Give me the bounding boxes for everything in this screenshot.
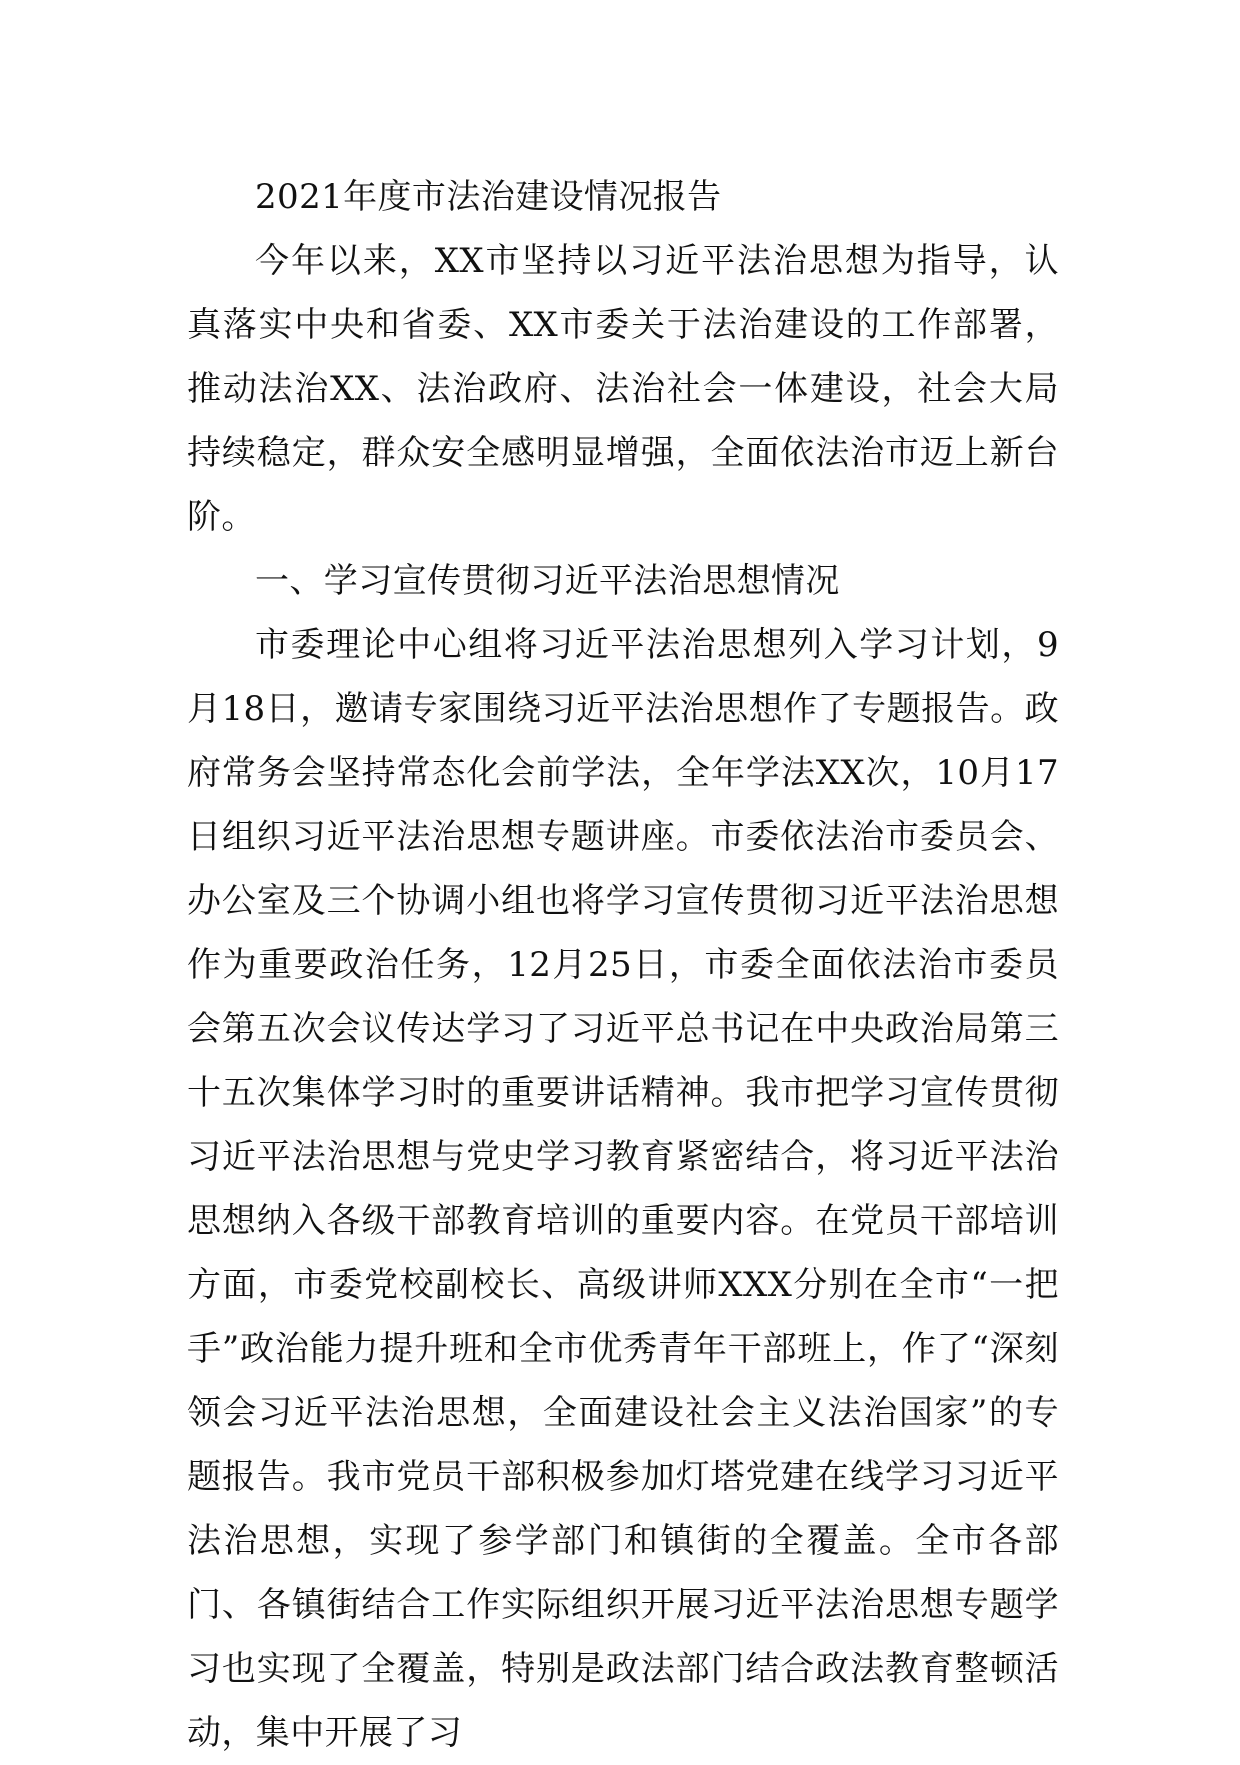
document-body [187,165,1059,1765]
section-heading-1: 一、学习宣传贯彻习近平法治思想情况 [255,561,840,601]
paragraph-intro: 今年以来，XX市坚持以习近平法治思想为指导，认真落实中央和省委、XX市委关于法治建设的工作部署，推动法治XX、法治政府、法治社会一体建设，社会大局持续稳定，群众安全感明显增强，全面依法治市迈上新台阶。 [187,241,1059,537]
paragraph-section-1: 市委理论中心组将习近平法治思想列入学习计划，9月18日，邀请专家围绕习近平法治思想作了专题报告。政府常务会坚持常态化会前学法，全年学法XX次，10月17日组织习近平法治思想专题讲座。市委依法治市委员会、办公室及三个协调小组也将学习宣传贯彻习近平法治思想作为重要政治任务，12月25日，市委全面依法治市委员会第五次会议传达学习了习近平总书记在中央政治局第三十五次集体学习时的重要讲话精神。我市把学习宣传贯彻习近平法治思想与党史学习教育紧密结合，将习近平法治思想纳入各级干部教育培训的重要内容。在党员干部培训方面，市委党校副校长、高级讲师XXX分别在全市“一把手”政治能力提升班和全市优秀青年干部班上，作了“深刻领会习近平法治思想，全面建设社会主义法治国家”的专题报告。我市党员干部积极参加灯塔党建在线学习习近平法治思想，实现了参学部门和镇街的全覆盖。全市各部门、各镇街结合工作实际组织开展习近平法治思想专题学习也实现了全覆盖，特别是政法部门结合政法教育整顿活动，集中开展了习 [187,625,1059,1753]
document-title: 2021年度市法治建设情况报告 [255,177,722,217]
